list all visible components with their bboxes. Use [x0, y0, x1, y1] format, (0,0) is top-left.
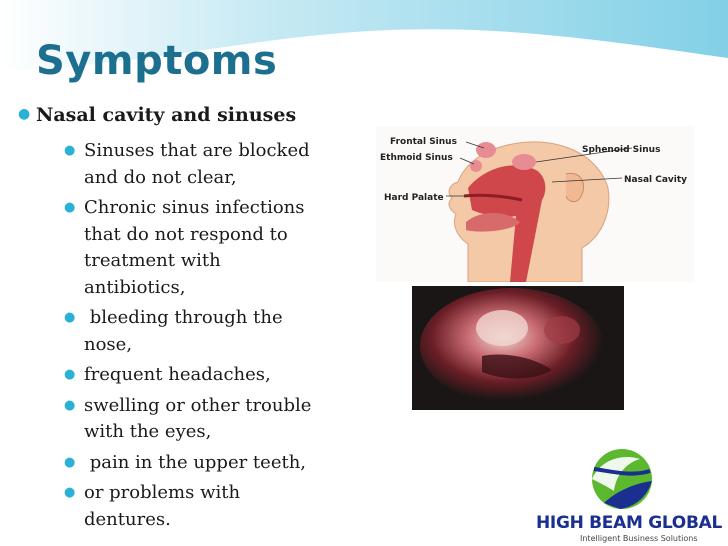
ethmoid-sinus-shape: [470, 160, 482, 172]
bullet-icon: ●: [64, 200, 76, 215]
bullet-icon: ●: [18, 106, 31, 122]
bullet-icon: ●: [64, 485, 76, 500]
list-item: ● Sinuses that are blocked and do not clear,: [64, 140, 310, 188]
sinus-anatomy-diagram: [376, 126, 694, 282]
sphenoid-sinus-shape: [512, 154, 536, 170]
level1-bullet-item: [18, 104, 296, 126]
list-item: ● frequent headaches,: [60, 362, 322, 389]
company-logo: [530, 441, 728, 546]
symptom-list: [60, 138, 322, 537]
label-hard-palate: Hard Palate: [384, 193, 444, 203]
logo-name: HIGH BEAM GLOBAL: [536, 513, 722, 533]
list-item: ● swelling or other trouble with the eyes,: [64, 394, 312, 442]
list-item: ● Chronic sinus infections that do not respond to treatment with antibiotics,: [64, 197, 305, 298]
label-ethmoid-sinus: Ethmoid Sinus: [380, 153, 453, 163]
ear-shape: [566, 173, 584, 201]
bullet-icon: ●: [64, 397, 76, 413]
bullet-icon: ●: [64, 454, 76, 470]
label-frontal-sinus: Frontal Sinus: [390, 137, 457, 147]
label-sphenoid-sinus: Sphenoid Sinus: [582, 145, 661, 155]
frontal-sinus-shape: [476, 142, 496, 158]
list-item: ● or problems with dentures.: [64, 482, 241, 530]
logo-tagline: Intelligent Business Solutions: [580, 534, 698, 543]
bullet-icon: ●: [64, 143, 76, 158]
label-nasal-cavity: Nasal Cavity: [624, 175, 688, 185]
bullet-icon: ●: [64, 367, 76, 382]
list-item: ● pain in the upper teeth,: [60, 450, 322, 477]
level1-label: Nasal cavity and sinuses: [36, 104, 297, 126]
bullet-icon: ●: [64, 310, 76, 325]
slide-title: Symptoms: [36, 38, 278, 84]
endoscopic-photo: [412, 286, 624, 410]
list-item: ● bleeding through the nose,: [64, 307, 283, 355]
